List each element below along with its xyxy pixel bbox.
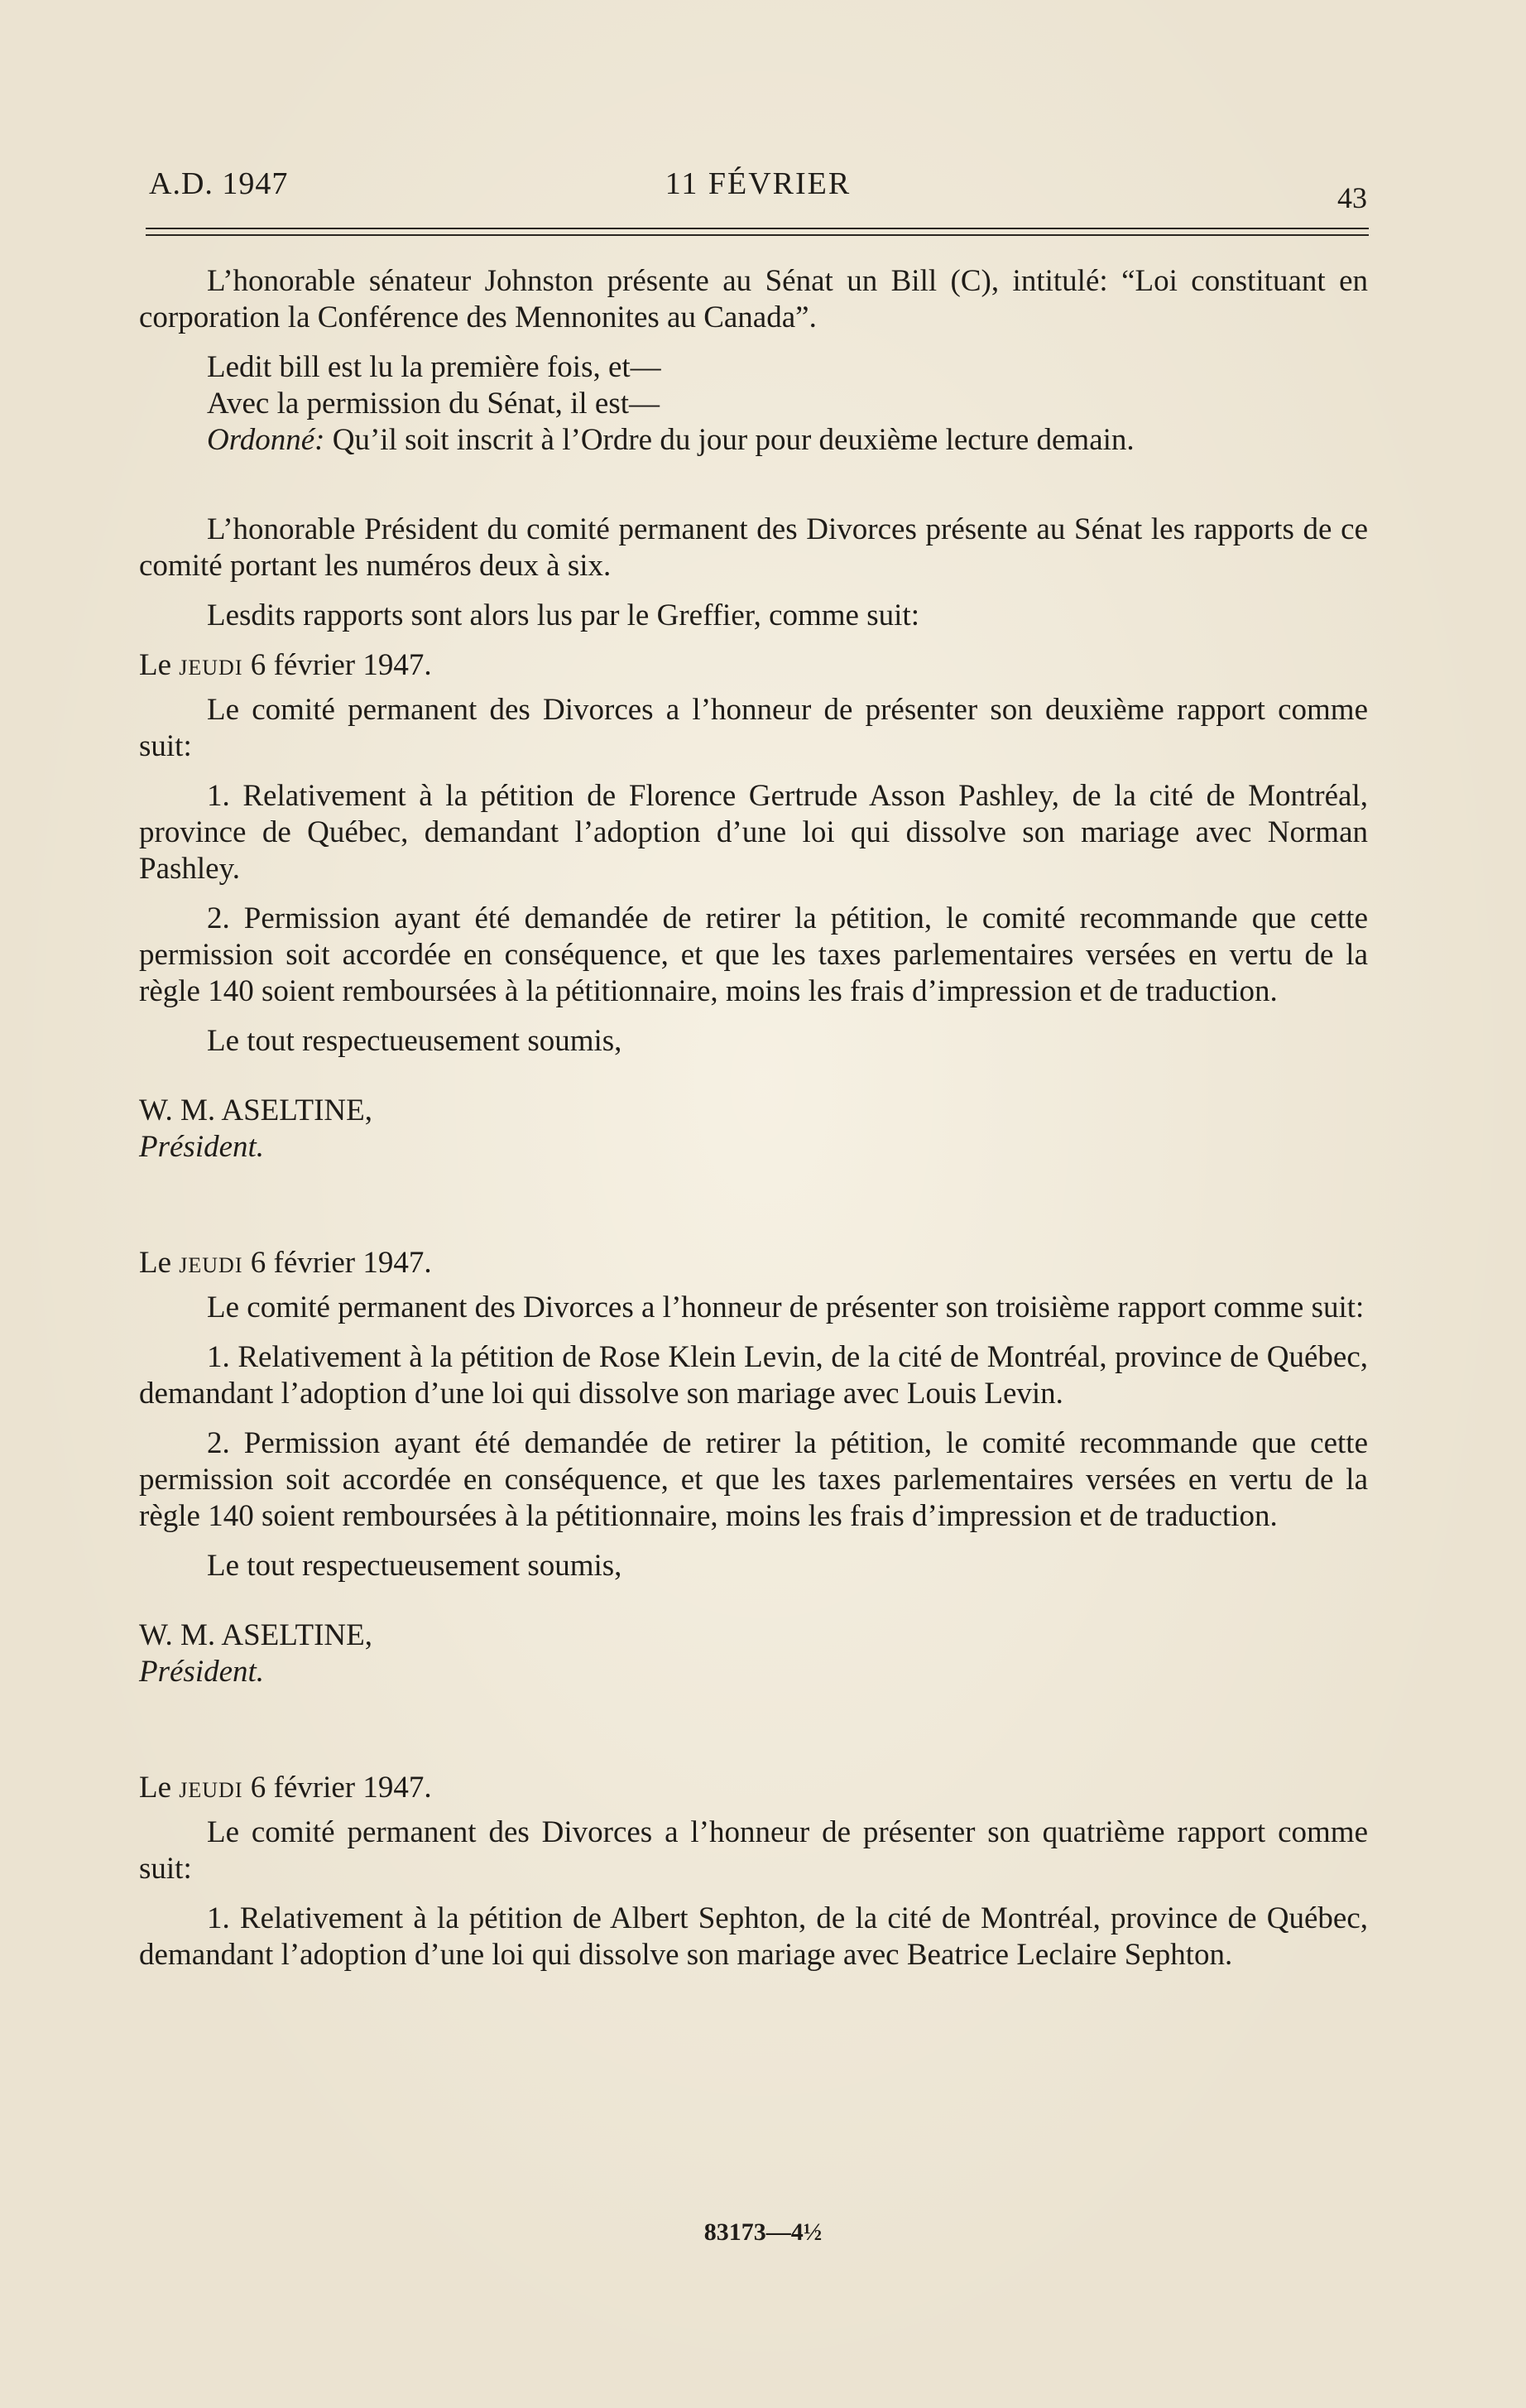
report3-intro: Le comité permanent des Divorces a l’honneur de présenter son troisième rapport comme suit:	[207, 1291, 1365, 1324]
report2-date-day: jeudi	[179, 648, 243, 682]
report3-item1: 1. Relativement à la pétition de Rose Klein Levin, de la cité de Montréal, province de Québec, demandant l’adoption d’une loi qui dissolve son mariage avec Louis Levin.	[139, 1340, 1368, 1411]
report2-item2: 2. Permission ayant été demandée de retirer la pétition, le comité recommande que cette permission soit accordée en conséquence, et que les taxes parlementaires versées en vertu de la règle 140 soient remboursées à la pétitionnaire, moins les frais d’impression et de traduction.	[139, 901, 1368, 1008]
report2-closing: Le tout respectueusement soumis,	[207, 1024, 622, 1058]
reports-read: Lesdits rapports sont alors lus par le Greffier, comme suit:	[207, 598, 919, 632]
order-label: Ordonné:	[207, 423, 325, 457]
report3-date-day: jeudi	[179, 1246, 243, 1280]
report3-date: Le jeudi 6 février 1947.	[139, 1246, 432, 1280]
report4-item1: 1. Relativement à la pétition de Albert Sephton, de la cité de Montréal, province de Québec, demandant l’adoption d’une loi qui dissolve son mariage avec Beatrice Leclaire Sephton.	[139, 1901, 1368, 1972]
report3-signature: W. M. ASELTINE,	[139, 1618, 372, 1652]
report4-date-day: jeudi	[179, 1771, 243, 1805]
report2-signature-title: Président.	[139, 1130, 265, 1164]
report2-signature: W. M. ASELTINE,	[139, 1093, 372, 1127]
print-signature-footer: 83173—4½	[703, 2218, 823, 2246]
report3-closing: Le tout respectueusement soumis,	[207, 1549, 622, 1583]
order-paragraph	[139, 422, 1368, 459]
report3-signature-title: Président.	[139, 1655, 265, 1689]
first-reading: Ledit bill est lu la première fois, et—	[207, 350, 661, 384]
header-rule-bottom	[146, 234, 1369, 236]
page-number: 43	[1337, 181, 1367, 214]
page-header	[149, 166, 1367, 215]
order-text: Qu’il soit inscrit à l’Ordre du jour pour deuxième lecture demain.	[324, 423, 1135, 457]
report4-date: Le jeudi 6 février 1947.	[139, 1771, 432, 1805]
report2-item1: 1. Relativement à la pétition de Florence Gertrude Asson Pashley, de la cité de Montréal, province de Québec, demandant l’adoption d’une loi qui dissolve son mariage avec Norman Pashley.	[139, 779, 1368, 886]
bill-introduction: L’honorable sénateur Johnston présente au Sénat un Bill (C), intitulé: “Loi constituant en corporation la Conférence des Mennonites au Canada”.	[139, 264, 1368, 334]
divorce-committee-intro: L’honorable Président du comité permanent des Divorces présente au Sénat les rapports de ce comité portant les numéros deux à six.	[139, 512, 1368, 583]
report3-item2: 2. Permission ayant été demandée de retirer la pétition, le comité recommande que cette permission soit accordée en conséquence, et que les taxes parlementaires versées en vertu de la règle 140 soient remboursées à la pétitionnaire, moins les frais d’impression et de traduction.	[139, 1426, 1368, 1533]
header-date: 11 FÉVRIER	[665, 166, 852, 201]
report4-intro: Le comité permanent des Divorces a l’honneur de présenter son quatrième rapport comme suit:	[139, 1815, 1368, 1886]
report2-intro: Le comité permanent des Divorces a l’honneur de présenter son deuxième rapport comme suit:	[139, 693, 1368, 763]
senate-permission: Avec la permission du Sénat, il est—	[207, 387, 660, 421]
report2-date: Le jeudi 6 février 1947.	[139, 648, 432, 682]
header-year: A.D. 1947	[149, 166, 289, 201]
header-rule-top	[146, 228, 1369, 229]
page-body	[139, 263, 1368, 1973]
